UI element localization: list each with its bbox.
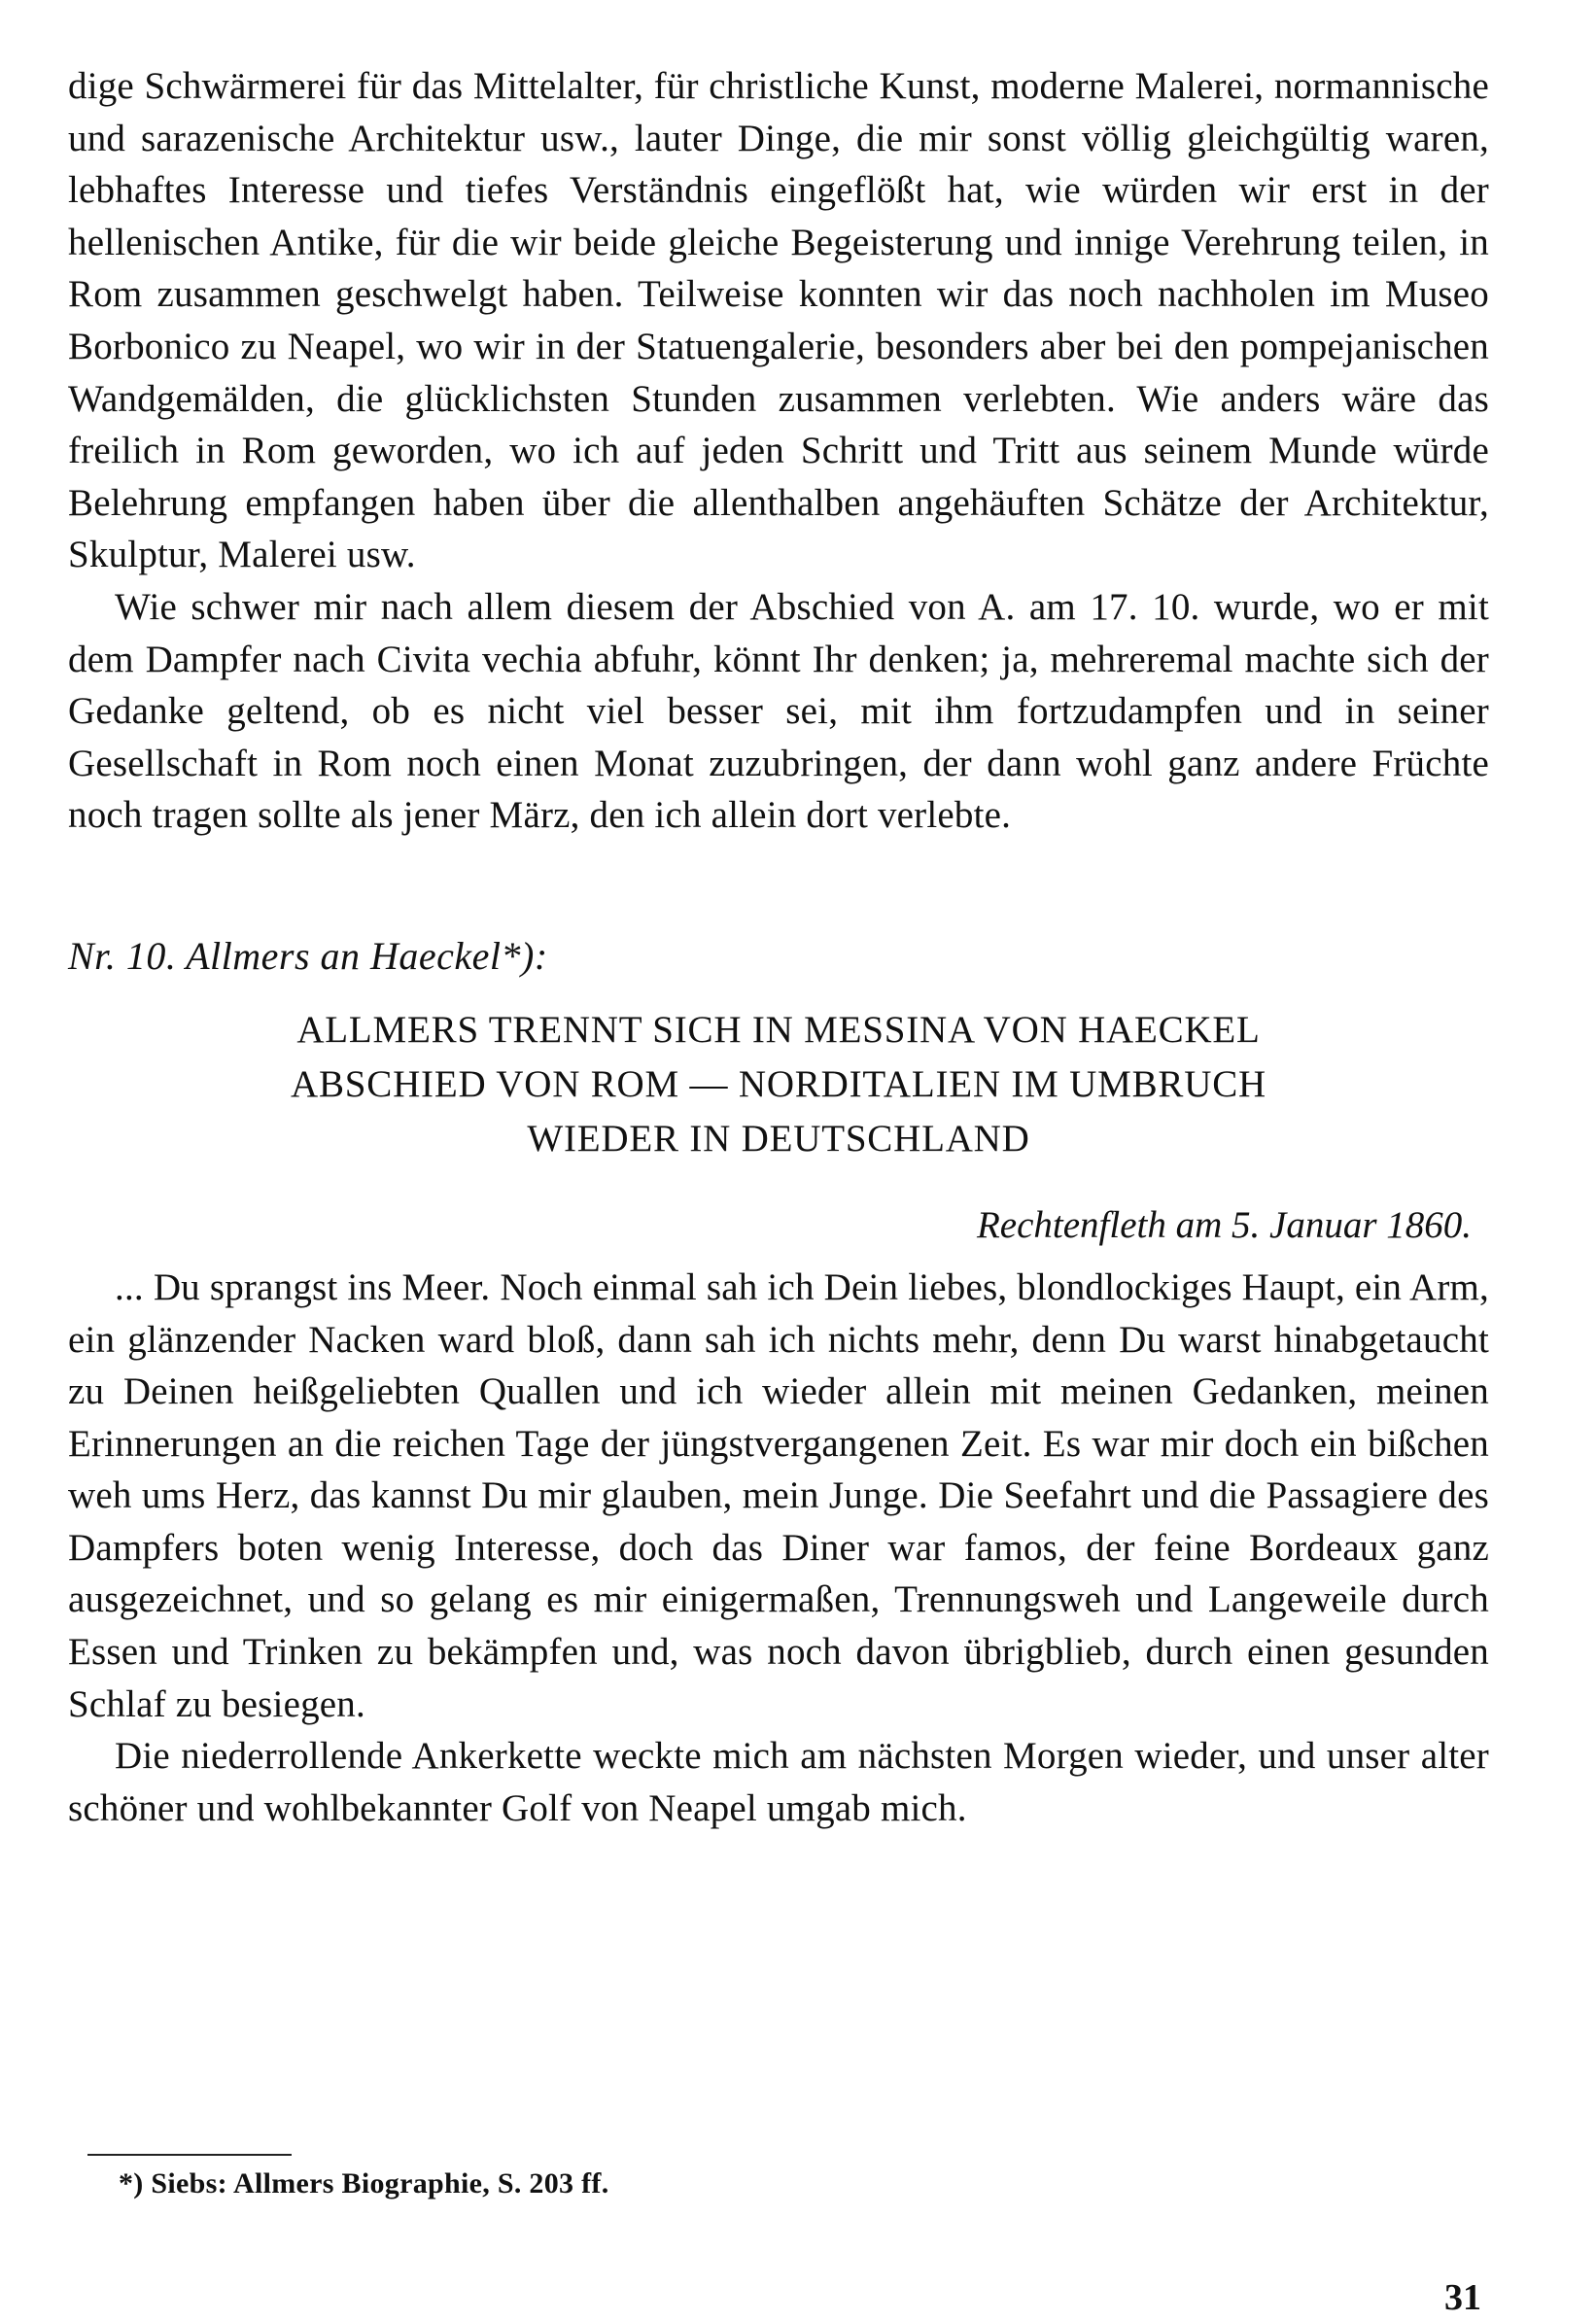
page-number: 31 <box>1444 2277 1481 2318</box>
body-paragraph: dige Schwärmerei für das Mittelalter, für christliche Kunst, moderne Malerei, normannische und sarazenische Architektur usw., lauter Dinge, die mir sonst völlig gleichgültig waren, lebhaftes Interesse und tiefes Verständnis eingeflößt hat, wie würden wir erst in der hellenischen Antike, für die wir beide gleiche Begeisterung und innige Verehrung teilen, in Rom zusammen geschwelgt haben. Teilweise konnten wir das noch nachholen im Museo Borbonico zu Neapel, wo wir in der Statuengalerie, besonders aber bei den pompejanischen Wandgemälden, die glücklichsten Stunden zusammen verlebten. Wie anders wäre das freilich in Rom geworden, wo ich auf jeden Schritt und Tritt aus seinem Munde würde Belehrung empfangen haben über die allenthalben angehäuften Schätze der Architektur, Skulptur, Malerei usw. <box>68 65 1489 576</box>
footnote-divider <box>87 2154 292 2156</box>
book-page <box>68 60 1489 1834</box>
title-line: ABSCHIED VON ROM — NORDITALIEN IM UMBRUCH <box>291 1062 1266 1105</box>
letter-paragraph: Die niederrollende Ankerkette weckte mich am nächsten Morgen wieder, und unser alter schöner und wohlbekannter Golf von Neapel umgab mich. <box>68 1735 1489 1829</box>
title-line: ALLMERS TRENNT SICH IN MESSINA VON HAECKEL <box>296 1008 1261 1051</box>
body-paragraph: Wie schwer mir nach allem diesem der Abschied von A. am 17. 10. wurde, wo er mit dem Dampfer nach Civita vechia abfuhr, könnt Ihr denken; ja, mehreremal machte sich der Gedanke geltend, ob es nicht viel besser sei, mit ihm fortzudampfen und in seiner Gesellschaft in Rom noch einen Monat zuzubringen, der dann wohl ganz andere Früchte noch tragen sollte als jener März, den ich allein dort verlebte. <box>68 585 1489 837</box>
letter-heading: Nr. 10. Allmers an Haeckel*): <box>68 933 548 978</box>
letter-title <box>68 1003 1489 1166</box>
dateline: Rechtenfleth am 5. Januar 1860. <box>976 1203 1472 1246</box>
footnote: *) Siebs: Allmers Biographie, S. 203 ff. <box>119 2167 609 2200</box>
letter-paragraph: ... Du sprangst ins Meer. Noch einmal sah ich Dein liebes, blondlockiges Haupt, ein Arm, ein glänzender Nacken ward bloß, dann sah ich nichts mehr, denn Du warst hinabgetaucht zu Deinen heißgeliebten Quallen und ich wieder allein mit meinen Gedanken, meinen Erinnerungen an die reichen Tage der jüngstvergangenen Zeit. Es war mir doch ein bißchen weh ums Herz, das kannst Du mir glauben, mein Junge. Die Seefahrt und die Passagiere des Dampfers boten wenig Interesse, doch das Diner war famos, der feine Bordeaux ganz ausgezeichnet, und so gelang es mir einigermaßen, Trennungsweh und Langeweile durch Essen und Trinken zu bekämpfen und, was noch davon übrigblieb, durch einen gesunden Schlaf zu besiegen. <box>68 1265 1489 1725</box>
title-line: WIEDER IN DEUTSCHLAND <box>527 1117 1030 1160</box>
